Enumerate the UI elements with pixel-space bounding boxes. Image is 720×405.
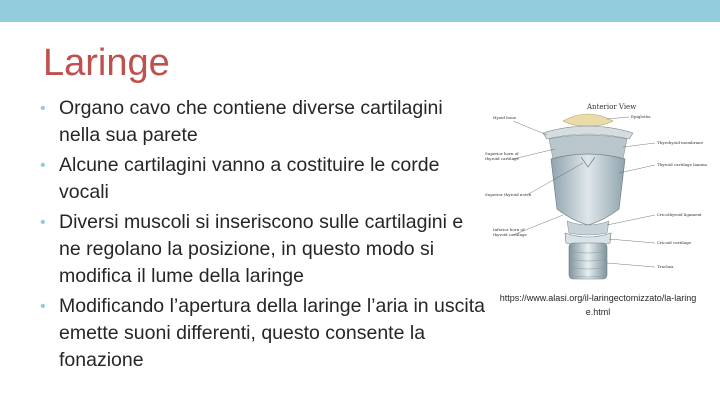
larynx-anterior-illustration (483, 97, 707, 285)
bullet-marker: • (40, 100, 46, 117)
bullet-marker: • (40, 214, 46, 231)
bullet-text: Organo cavo che contiene diverse cartilagini nella sua parete (59, 97, 443, 146)
label-epiglottis: Epiglottis (631, 114, 651, 119)
bullet-text: Diversi muscoli si inseriscono sulle cartilagini e ne regolano la posizione, in questo modo si modifica il lume della laringe (59, 211, 464, 287)
top-accent-bar (0, 0, 720, 22)
bullet-marker: • (40, 298, 46, 315)
bullet-item (40, 152, 485, 206)
label-hyoid-bone: Hyoid bone (493, 115, 517, 120)
label-trachea: Trachea (657, 264, 674, 269)
figure-heading: Anterior View (587, 103, 637, 111)
label-cricothyroid-ligament: Cricothyroid ligament (657, 212, 702, 217)
bullet-text: Modificando l’apertura della laringe l’aria in uscita emette suoni differenti, questo consente la fonazione (59, 295, 485, 371)
label-inferior-horn-line2: thyroid cartilage (493, 232, 527, 237)
bullet-item (40, 95, 485, 149)
bullet-marker: • (40, 157, 46, 174)
label-superior-thyroid-notch: Superior thyroid notch (485, 192, 532, 197)
image-source-caption: https://www.alasi.org/il-laringectomizzato/la-laringe.html (499, 293, 697, 317)
label-thyrohyoid-membrane: Thyrohyoid membrane (657, 140, 703, 145)
label-superior-horn-line2: thyroid cartilage (485, 156, 519, 161)
label-superior-horn-line1: Superior horn of (485, 151, 519, 156)
label-thyroid-cartilage: Thyroid cartilage lamina (657, 162, 707, 167)
slide-title: Laringe (43, 42, 170, 84)
bullet-text: Alcune cartilagini vanno a costituire le corde vocali (59, 154, 440, 203)
label-cricoid-cartilage: Cricoid cartilage (657, 240, 692, 245)
bullet-item (40, 209, 485, 290)
bullet-list (40, 95, 485, 377)
epiglottis-shape (563, 114, 613, 126)
thyroid-cartilage-shape (551, 154, 625, 225)
label-inferior-horn-line1: Inferior horn of (493, 227, 525, 232)
bullet-item (40, 293, 485, 374)
